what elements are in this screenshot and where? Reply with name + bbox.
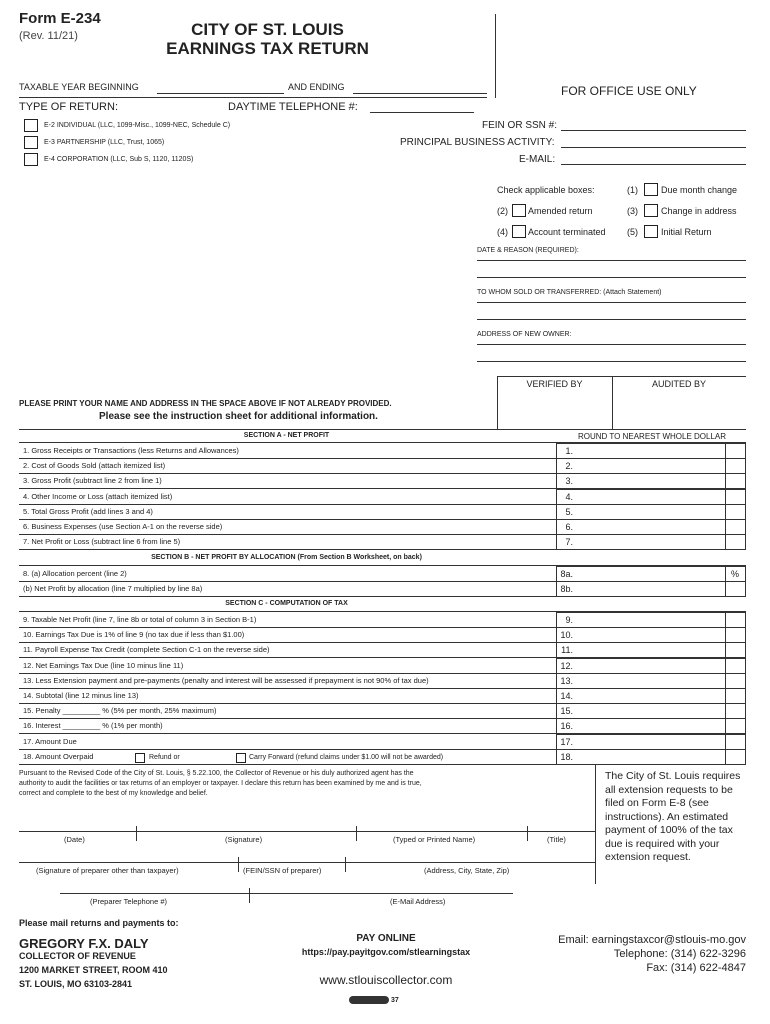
- sig-tick-2: [356, 826, 357, 841]
- page-title: [160, 20, 375, 58]
- extension-note-line-7: extension request.: [605, 851, 691, 863]
- sig-tick-5: [345, 857, 346, 872]
- e4-checkbox[interactable]: [24, 153, 38, 166]
- check-5-num: (5): [627, 227, 638, 237]
- new-owner-field-2[interactable]: [477, 361, 746, 362]
- amount-dollars-field[interactable]: [556, 642, 726, 658]
- table-row: [19, 612, 746, 627]
- office-use-label: FOR OFFICE USE ONLY: [561, 84, 697, 98]
- extension-note: [605, 770, 740, 865]
- round-instruction: ROUND TO NEAREST WHOLE DOLLAR: [578, 432, 727, 441]
- amount-cents-field[interactable]: [725, 612, 746, 628]
- section-a-top-rule: [19, 429, 746, 430]
- verified-box-top: [497, 376, 746, 377]
- table-row: [19, 688, 746, 703]
- signature-block-divider: [595, 764, 596, 884]
- line-label: 18. Amount Overpaid: [23, 751, 94, 761]
- collector-website[interactable]: www.stlouiscollector.com: [319, 973, 453, 987]
- carry-forward-label: Carry Forward (refund claims under $1.00 will not be awarded): [249, 754, 444, 761]
- line-number: 9.: [565, 615, 573, 625]
- line-number: 3.: [565, 476, 573, 487]
- verified-by-label: VERIFIED BY: [526, 379, 583, 389]
- stamp-number: 37: [390, 996, 399, 1004]
- amount-dollars-field[interactable]: [556, 504, 726, 520]
- preparer-phone-label: (Preparer Telephone #): [90, 897, 167, 906]
- fein-label: FEIN OR SSN #:: [482, 120, 558, 131]
- line-number: 15.: [560, 706, 573, 717]
- declaration-line-3: correct and complete to the best of my knowledge and belief.: [19, 790, 208, 797]
- amount-dollars-field[interactable]: [556, 718, 726, 734]
- table-row: [19, 504, 746, 519]
- e2-checkbox[interactable]: [24, 119, 38, 132]
- amount-cents-field[interactable]: [725, 673, 746, 689]
- amount-dollars-field[interactable]: [556, 627, 726, 643]
- amended-return-checkbox[interactable]: [512, 204, 526, 217]
- print-name-instruction: PLEASE PRINT YOUR NAME AND ADDRESS IN THE SPACE ABOVE IF NOT ALREADY PROVIDED.: [19, 399, 392, 408]
- table-row: [19, 581, 746, 596]
- type-of-return-label: TYPE OF RETURN:: [19, 101, 119, 113]
- e4-label: E-4 CORPORATION (LLC, Sub S, 1120, 1120S): [44, 156, 194, 163]
- sig-tick-3: [527, 826, 528, 841]
- sold-to-field-2[interactable]: [477, 319, 746, 320]
- amended-return-label: Amended return: [528, 206, 593, 216]
- table-row: [19, 718, 746, 733]
- collector-name: GREGORY F.X. DALY: [19, 936, 149, 951]
- line-number: 4.: [565, 491, 573, 502]
- preparer-fein-label: (FEIN/SSN of preparer): [243, 866, 322, 875]
- collector-office: COLLECTOR OF REVENUE: [19, 951, 136, 961]
- section-b-title: SECTION B - NET PROFIT BY ALLOCATION (From Section B Worksheet, on back): [151, 554, 422, 561]
- check-boxes-label: Check applicable boxes:: [497, 185, 595, 195]
- mail-to-label: Please mail returns and payments to:: [19, 918, 179, 928]
- title-line-1: CITY OF ST. LOUIS: [191, 20, 344, 39]
- new-owner-label: ADDRESS OF NEW OWNER:: [477, 331, 572, 338]
- table-row: [19, 473, 746, 488]
- line-label: 5. Total Gross Profit (add lines 3 and 4): [23, 506, 153, 516]
- signature-row-3-rule[interactable]: [60, 893, 513, 894]
- line-label: 11. Payroll Expense Tax Credit (complete Section C-1 on the reverse side): [23, 645, 270, 655]
- line-label: 14. Subtotal (line 12 minus line 13): [23, 691, 139, 700]
- contact-block: [520, 933, 746, 975]
- table-row: [19, 673, 746, 688]
- declaration-line-2: authority to audit the facilities or tax returns of an employer or taxpayer. I declare this return has been examined by me and is true,: [19, 780, 422, 787]
- line-label: 7. Net Profit or Loss (subtract line 6 from line 5): [23, 537, 181, 547]
- daytime-phone-field[interactable]: [370, 112, 474, 113]
- amount-cents-field[interactable]: [725, 688, 746, 704]
- line-number: 13.: [560, 675, 573, 686]
- table-row: [19, 734, 746, 749]
- line-number: 8a.: [560, 569, 573, 579]
- sold-to-field-1[interactable]: [477, 302, 746, 303]
- carry-forward-checkbox[interactable]: [236, 753, 246, 763]
- taxable-year-label: TAXABLE YEAR BEGINNING: [19, 82, 139, 92]
- line-label: 4. Other Income or Loss (attach itemized list): [23, 491, 173, 501]
- date-reason-field-2[interactable]: [477, 277, 746, 278]
- line-number: 1.: [565, 446, 573, 456]
- taxable-year-end-field[interactable]: [353, 93, 487, 94]
- refund-checkbox[interactable]: [135, 753, 145, 763]
- percent-sign: %: [731, 569, 740, 579]
- check-3-num: (3): [627, 206, 638, 216]
- line-label: 1. Gross Receipts or Transactions (less Returns and Allowances): [23, 446, 239, 455]
- table-row: [19, 519, 746, 534]
- declaration-text: [19, 769, 422, 799]
- amount-cents-field[interactable]: [725, 489, 746, 505]
- table-row: [19, 566, 746, 581]
- signature-row-2-rule[interactable]: [19, 862, 595, 863]
- amount-cents-field[interactable]: [725, 534, 746, 550]
- address-sig-label: (Address, City, State, Zip): [424, 866, 510, 875]
- sig-tick-1: [136, 826, 137, 841]
- table-row: [19, 627, 746, 642]
- amount-dollars-field[interactable]: [556, 658, 726, 674]
- audited-by-label: AUDITED BY: [651, 379, 706, 389]
- declaration-line-1: Pursuant to the Revised Code of the City of St. Louis, § 5.22.100, the Collector of Revenue or his duly authorized agent has the: [19, 770, 414, 777]
- check-4-num: (4): [497, 227, 508, 237]
- preparer-signature-label: (Signature of preparer other than taxpayer): [36, 866, 179, 875]
- line-label: 10. Earnings Tax Due is 1% of line 9 (no tax due if less than $1.00): [23, 630, 245, 640]
- amount-cents-field[interactable]: [725, 703, 746, 719]
- header-divider: [495, 14, 496, 98]
- taxable-year-begin-field[interactable]: [157, 93, 284, 94]
- amount-cents-field[interactable]: [725, 519, 746, 535]
- amount-cents-field[interactable]: [725, 627, 746, 643]
- see-instruction-sheet: Please see the instruction sheet for additional information.: [99, 411, 378, 422]
- line-number: 10.: [560, 630, 573, 641]
- amount-cents-field[interactable]: [725, 658, 746, 674]
- line-number: 16.: [560, 721, 573, 732]
- line-number: 8b.: [560, 584, 573, 595]
- check-1-num: (1): [627, 185, 638, 195]
- amount-cents-field[interactable]: [725, 458, 746, 474]
- fein-field[interactable]: [561, 130, 746, 131]
- line-label: 12. Net Earnings Tax Due (line 10 minus line 11): [23, 660, 184, 670]
- extension-note-line-3: filed on Form E-8 (see: [605, 797, 709, 809]
- form-stamp: [349, 996, 399, 1004]
- email-field[interactable]: [561, 164, 746, 165]
- activity-field[interactable]: [561, 147, 746, 148]
- amount-cents-field[interactable]: [725, 504, 746, 520]
- line-label: 2. Cost of Goods Sold (attach itemized list): [23, 461, 166, 471]
- extension-note-line-6: due is required with your: [605, 837, 720, 850]
- contact-email: Email: earningstaxcor@stlouis-mo.gov: [558, 934, 746, 946]
- form-number: Form E-234: [19, 10, 101, 27]
- new-owner-field-1[interactable]: [477, 344, 746, 345]
- table-row: [19, 534, 746, 549]
- line-label: 6. Business Expenses (use Section A-1 on the reverse side): [23, 522, 223, 531]
- initial-return-checkbox[interactable]: [644, 225, 658, 238]
- line-label: 17. Amount Due: [23, 736, 77, 746]
- line-label: 3. Gross Profit (subtract line 2 from line 1): [23, 476, 162, 486]
- line-number: 17.: [560, 736, 573, 747]
- and-ending-label: AND ENDING: [288, 82, 345, 92]
- refund-label: Refund or: [149, 754, 180, 761]
- sig-tick-6: [249, 888, 250, 903]
- amount-dollars-field[interactable]: [556, 458, 726, 474]
- section-c-title: SECTION C - COMPUTATION OF TAX: [225, 600, 348, 607]
- amount-dollars-field[interactable]: [556, 534, 726, 550]
- amount-dollars-field[interactable]: [556, 688, 726, 704]
- amount-dollars-field[interactable]: [556, 519, 726, 535]
- amount-dollars-field[interactable]: [556, 581, 726, 597]
- amount-cents-field[interactable]: [725, 734, 746, 750]
- extension-note-line-4: instructions). An estimated: [605, 810, 729, 823]
- line-label: 16. Interest _________ % (1% per month): [23, 721, 163, 731]
- collector-street: 1200 MARKET STREET, ROOM 410: [19, 965, 168, 975]
- form-revision: (Rev. 11/21): [19, 30, 78, 42]
- e3-label: E-3 PARTNERSHIP (LLC, Trust, 1065): [44, 139, 165, 146]
- amount-cents-field[interactable]: [725, 581, 746, 597]
- line-number: 2.: [565, 461, 573, 472]
- amount-dollars-field[interactable]: [556, 489, 726, 505]
- due-month-change-checkbox[interactable]: [644, 183, 658, 196]
- amount-dollars-field[interactable]: [556, 612, 726, 628]
- line-label: 15. Penalty _________ % (5% per month, 25% maximum): [23, 706, 217, 716]
- typed-name-label: (Typed or Printed Name): [393, 835, 476, 844]
- stamp-oval-icon: [349, 996, 389, 1004]
- line-number: 7.: [565, 537, 573, 548]
- amount-dollars-field[interactable]: [556, 443, 726, 459]
- sold-to-label: TO WHOM SOLD OR TRANSFERRED: (Attach Statement): [477, 289, 662, 296]
- amount-dollars-field[interactable]: [556, 473, 726, 489]
- due-month-change-label: Due month change: [661, 185, 738, 195]
- amount-dollars-field[interactable]: [556, 703, 726, 719]
- amount-dollars-field[interactable]: [556, 673, 726, 689]
- amount-cents-field[interactable]: [725, 642, 746, 658]
- table-row: [19, 658, 746, 673]
- email-sig-label: (E-Mail Address): [390, 897, 446, 906]
- amount-cents-field[interactable]: [725, 443, 746, 459]
- pay-online-label: PAY ONLINE: [356, 933, 416, 944]
- e2-label: E-2 INDIVIDUAL (LLC, 1099-Misc., 1099-NEC, Schedule C): [44, 122, 231, 129]
- table-row: [19, 642, 746, 657]
- line-number: 12.: [560, 660, 573, 671]
- pay-online-url[interactable]: https://pay.payitgov.com/stlearningstax: [301, 947, 471, 957]
- line-label: (b) Net Profit by allocation (line 7 multiplied by line 8a): [23, 584, 203, 594]
- collector-city: ST. LOUIS, MO 63103-2841: [19, 979, 133, 989]
- change-address-label: Change in address: [661, 206, 737, 216]
- line-number: 6.: [565, 522, 573, 532]
- amount-dollars-field[interactable]: [556, 749, 726, 765]
- amount-cents-field[interactable]: [725, 749, 746, 765]
- contact-telephone: Telephone: (314) 622-3296: [613, 948, 746, 960]
- title-sig-label: (Title): [547, 835, 566, 844]
- line-label: 13. Less Extension payment and pre-payments (penalty and interest will be assessed if prepayment is not 90% of tax due): [23, 675, 429, 685]
- title-line-2: EARNINGS TAX RETURN: [166, 39, 369, 58]
- extension-note-line-2: all extension requests to be: [605, 783, 733, 796]
- table-row: [19, 458, 746, 473]
- amount-cents-field[interactable]: [725, 473, 746, 489]
- extension-note-line-5: payment of 100% of the tax: [605, 824, 733, 836]
- account-terminated-label: Account terminated: [528, 227, 606, 237]
- amount-dollars-field[interactable]: [556, 566, 726, 582]
- table-row: [19, 443, 746, 458]
- contact-fax: Fax: (314) 622-4847: [646, 962, 746, 974]
- extension-note-line-1: The City of St. Louis requires: [605, 770, 741, 782]
- e3-checkbox[interactable]: [24, 136, 38, 149]
- line-number: 14.: [560, 691, 573, 701]
- date-sig-label: (Date): [64, 835, 85, 844]
- line-number: 5.: [565, 506, 573, 517]
- change-address-checkbox[interactable]: [644, 204, 658, 217]
- line-number: 18.: [560, 751, 573, 762]
- section-a-title: SECTION A - NET PROFIT: [243, 432, 330, 439]
- table-row: [19, 489, 746, 504]
- table-row: [19, 703, 746, 718]
- activity-label: PRINCIPAL BUSINESS ACTIVITY:: [400, 137, 555, 148]
- signature-row-1-rule[interactable]: [19, 831, 595, 832]
- account-terminated-checkbox[interactable]: [512, 225, 526, 238]
- line-label: 8. (a) Allocation percent (line 2): [23, 569, 127, 578]
- sig-tick-4: [238, 857, 239, 872]
- line-number: 11.: [561, 645, 573, 656]
- daytime-phone-label: DAYTIME TELEPHONE #:: [228, 101, 358, 113]
- date-reason-field-1[interactable]: [477, 260, 746, 261]
- header-rule: [19, 97, 487, 98]
- date-reason-label: DATE & REASON (REQUIRED):: [477, 247, 579, 254]
- email-label: E-MAIL:: [519, 154, 556, 165]
- signature-label: (Signature): [225, 835, 263, 844]
- amount-dollars-field[interactable]: [556, 734, 726, 750]
- line-label: 9. Taxable Net Profit (line 7, line 8b or total of column 3 in Section B-1): [23, 615, 257, 624]
- check-2-num: (2): [497, 206, 508, 216]
- initial-return-label: Initial Return: [661, 227, 712, 237]
- amount-cents-field[interactable]: [725, 718, 746, 734]
